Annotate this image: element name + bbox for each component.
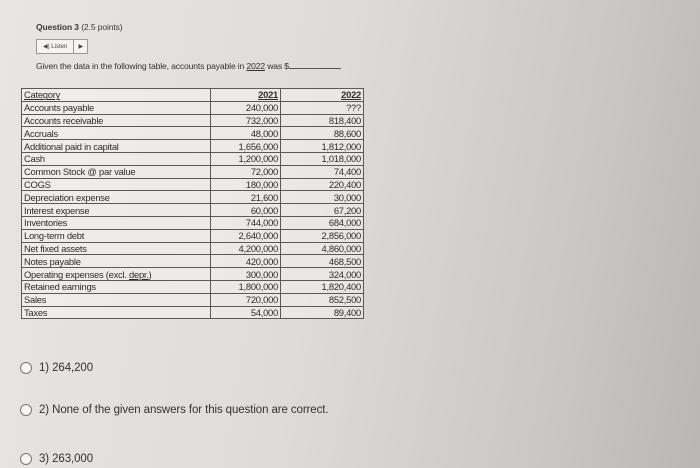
answer-blank bbox=[289, 60, 341, 69]
cell-2021: 300,000 bbox=[211, 268, 281, 281]
cell-category: Accounts payable bbox=[22, 101, 211, 114]
table-row bbox=[22, 191, 364, 204]
cell-2022: 88,600 bbox=[281, 127, 364, 140]
cell-category: Accruals bbox=[22, 127, 211, 140]
option-1-label: 1) 264,200 bbox=[39, 362, 93, 374]
option-1-radio[interactable] bbox=[20, 362, 32, 374]
cell-category: Additional paid in capital bbox=[22, 140, 211, 153]
table-header-row bbox=[22, 89, 364, 102]
header-2021: 2021 bbox=[211, 89, 281, 102]
cell-category: Taxes bbox=[22, 306, 211, 319]
question-points: (2.5 points) bbox=[81, 22, 123, 32]
table-row bbox=[22, 229, 364, 242]
cell-2021: 420,000 bbox=[211, 255, 281, 268]
option-2[interactable] bbox=[20, 404, 328, 416]
table-row bbox=[22, 127, 364, 140]
question-prompt bbox=[36, 60, 341, 71]
cell-2021: 744,000 bbox=[211, 216, 281, 229]
cell-2021: 72,000 bbox=[211, 165, 281, 178]
listen-button[interactable] bbox=[37, 40, 73, 53]
cell-2021: 1,800,000 bbox=[211, 280, 281, 293]
cell-category: Interest expense bbox=[22, 204, 211, 217]
question-title bbox=[36, 22, 123, 32]
table-row bbox=[22, 216, 364, 229]
prompt-text: Given the data in the following table, accounts payable in bbox=[36, 61, 247, 71]
cell-2021: 48,000 bbox=[211, 127, 281, 140]
cell-2021: 240,000 bbox=[211, 101, 281, 114]
cell-category: Common Stock @ par value bbox=[22, 165, 211, 178]
cell-2022: 1,820,400 bbox=[281, 280, 364, 293]
option-3[interactable] bbox=[20, 453, 93, 465]
cell-2022: 30,000 bbox=[281, 191, 364, 204]
cell-2022: 818,400 bbox=[281, 114, 364, 127]
cell-2021: 180,000 bbox=[211, 178, 281, 191]
table-row bbox=[22, 178, 364, 191]
option-3-label: 3) 263,000 bbox=[39, 453, 93, 465]
table-row bbox=[22, 268, 364, 281]
cell-category: Long-term debt bbox=[22, 229, 211, 242]
table-row bbox=[22, 242, 364, 255]
cell-category: Net fixed assets bbox=[22, 242, 211, 255]
cell-2022: 67,200 bbox=[281, 204, 364, 217]
cell-2021: 4,200,000 bbox=[211, 242, 281, 255]
header-2022: 2022 bbox=[281, 89, 364, 102]
data-table bbox=[21, 88, 364, 319]
question-number: Question 3 bbox=[36, 22, 79, 32]
cell-2021: 1,656,000 bbox=[211, 140, 281, 153]
cell-2022: 684,000 bbox=[281, 216, 364, 229]
listen-control bbox=[36, 39, 88, 54]
cell-category: Inventories bbox=[22, 216, 211, 229]
cell-2021: 1,200,000 bbox=[211, 152, 281, 165]
table-row bbox=[22, 165, 364, 178]
cell-2022: 324,000 bbox=[281, 268, 364, 281]
table-row bbox=[22, 204, 364, 217]
cell-category: COGS bbox=[22, 178, 211, 191]
cell-2022: 468,500 bbox=[281, 255, 364, 268]
table-row bbox=[22, 152, 364, 165]
cell-category: Depreciation expense bbox=[22, 191, 211, 204]
cell-category: Operating expenses (excl. depr.) bbox=[22, 268, 211, 281]
cell-category: Accounts receivable bbox=[22, 114, 211, 127]
cell-2021: 21,600 bbox=[211, 191, 281, 204]
table-row bbox=[22, 114, 364, 127]
table-row bbox=[22, 255, 364, 268]
cell-category: Notes payable bbox=[22, 255, 211, 268]
listen-label: Listen bbox=[51, 43, 68, 50]
cell-2021: 732,000 bbox=[211, 114, 281, 127]
play-button[interactable] bbox=[73, 40, 87, 53]
cell-2022: 4,860,000 bbox=[281, 242, 364, 255]
cell-2021: 720,000 bbox=[211, 293, 281, 306]
header-category: Category bbox=[22, 89, 211, 102]
table-row bbox=[22, 306, 364, 319]
table-row bbox=[22, 140, 364, 153]
cell-2022: 220,400 bbox=[281, 178, 364, 191]
prompt-text-end: was $ bbox=[264, 61, 289, 71]
table-row bbox=[22, 101, 364, 114]
cell-2021: 54,000 bbox=[211, 306, 281, 319]
cell-2022: 852,500 bbox=[281, 293, 364, 306]
table-row bbox=[22, 280, 364, 293]
cell-2021: 60,000 bbox=[211, 204, 281, 217]
option-3-radio[interactable] bbox=[20, 453, 32, 465]
cell-category: Retained earnings bbox=[22, 280, 211, 293]
option-2-label: 2) None of the given answers for this question are correct. bbox=[39, 404, 329, 416]
option-2-radio[interactable] bbox=[20, 404, 32, 416]
cell-2022: 1,812,000 bbox=[281, 140, 364, 153]
play-icon: ▶ bbox=[78, 44, 84, 50]
table-row bbox=[22, 293, 364, 306]
cell-category: Cash bbox=[22, 152, 211, 165]
cell-2022: 89,400 bbox=[281, 306, 364, 319]
prompt-year: 2022 bbox=[246, 61, 265, 71]
option-1[interactable] bbox=[20, 362, 93, 374]
cell-2021: 2,640,000 bbox=[211, 229, 281, 242]
cell-2022: 1,018,000 bbox=[281, 152, 364, 165]
speaker-icon: ◀) bbox=[43, 44, 50, 50]
cell-2022: 2,856,000 bbox=[281, 229, 364, 242]
cell-2022: ??? bbox=[281, 101, 364, 114]
cell-2022: 74,400 bbox=[281, 165, 364, 178]
cell-category: Sales bbox=[22, 293, 211, 306]
